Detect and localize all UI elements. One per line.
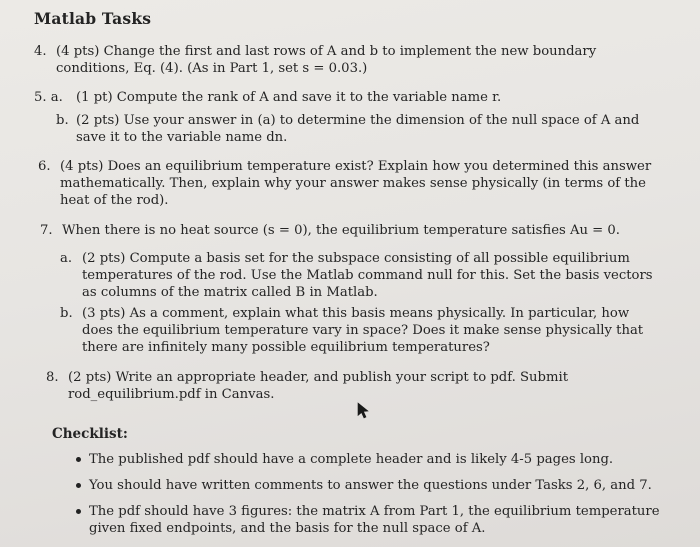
checklist-item: [76, 451, 666, 468]
task-text: (4 pts) Does an equilibrium temperature exist? Explain how you determined this answer mathematically. Then, explain why your answer makes sense physically (in terms of the heat of the rod).: [60, 159, 652, 208]
task-7a: [60, 250, 660, 301]
bullet-icon: [76, 457, 81, 462]
task-text: (3 pts) As a comment, explain what this basis means physically. In particular, how does the equilibrium temperature vary in space? Does it make sense physically that there are infinitely many possible equilibrium temperatures?: [82, 306, 644, 355]
task-number: a.: [60, 251, 73, 266]
task-5b: [56, 112, 666, 146]
task-number: 6.: [38, 159, 51, 174]
task-number: 7.: [40, 223, 53, 238]
bullet-icon: [76, 483, 81, 488]
checklist-item-text: You should have written comments to answer the questions under Tasks 2, 6, and 7.: [89, 478, 652, 493]
task-6: [38, 158, 663, 209]
checklist-item-text: The pdf should have 3 figures: the matrix A from Part 1, the equilibrium temperature given fixed endpoints, and the basis for the null space of A.: [89, 504, 660, 536]
page-title: Matlab Tasks: [34, 9, 152, 28]
checklist-item: [76, 503, 666, 537]
checklist-heading: Checklist:: [52, 426, 128, 442]
task-text: (1 pt) Compute the rank of A and save it to the variable name r.: [76, 90, 502, 105]
task-number: b.: [60, 306, 73, 321]
task-text: (2 pts) Use your answer in (a) to determine the dimension of the null space of A and save it to the variable name dn.: [76, 113, 640, 145]
mouse-pointer-icon: [356, 402, 370, 420]
task-4: [34, 43, 664, 77]
task-7b: [60, 305, 660, 356]
task-5a: [34, 89, 664, 106]
bullet-icon: [76, 509, 81, 514]
checklist-item: [76, 477, 666, 494]
task-number: 8.: [46, 370, 59, 385]
task-number: 4.: [34, 44, 47, 59]
task-text: When there is no heat source (s = 0), the equilibrium temperature satisfies Au = 0.: [62, 223, 620, 238]
task-7: [40, 222, 665, 239]
task-number: 5. a.: [34, 90, 63, 105]
task-number: b.: [56, 113, 69, 128]
task-8: [46, 369, 656, 403]
task-text: (2 pts) Compute a basis set for the subspace consisting of all possible equilibrium temperatures of the rod. Use the Matlab command null for this. Set the basis vectors as columns of the matrix called B in Matlab.: [82, 251, 653, 300]
task-text: (4 pts) Change the first and last rows of A and b to implement the new boundary conditions, Eq. (4). (As in Part 1, set s = 0.03.): [56, 44, 597, 76]
task-text: (2 pts) Write an appropriate header, and publish your script to pdf. Submit rod_equilibrium.pdf in Canvas.: [68, 370, 568, 402]
checklist-item-text: The published pdf should have a complete header and is likely 4-5 pages long.: [89, 452, 614, 467]
